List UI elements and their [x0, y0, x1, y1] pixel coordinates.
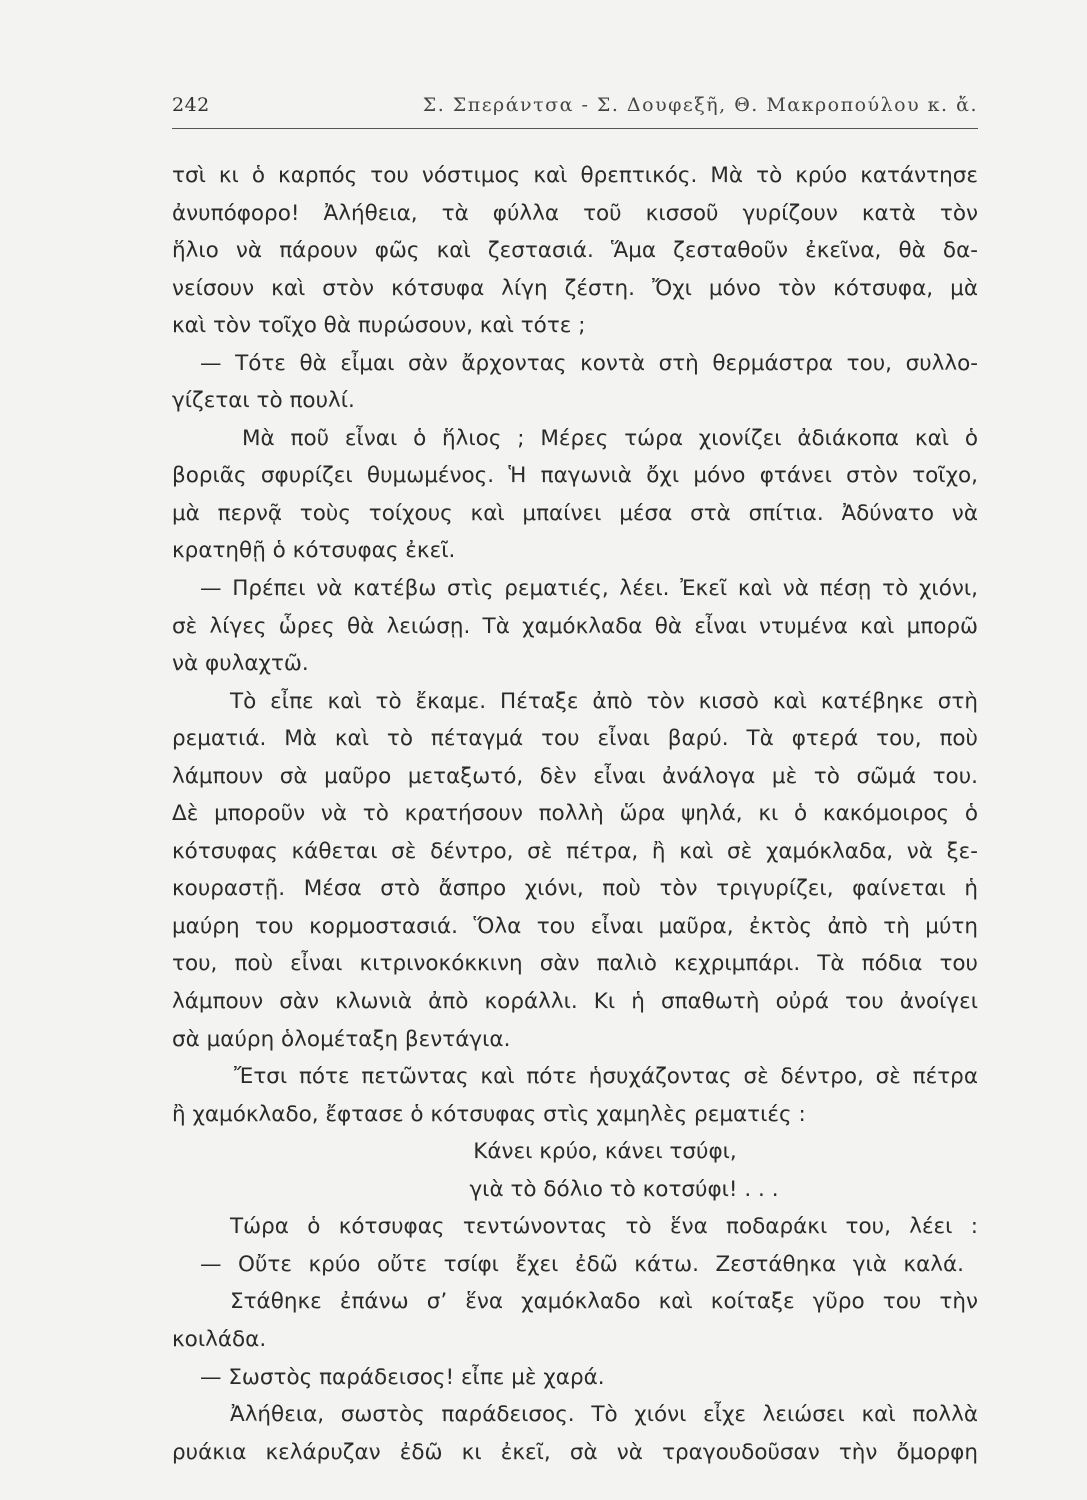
text-line: Μὰ ποῦ εἶναι ὁ ἥλιος ; Μέρες τώρα χιονίζει ἀδιάκοπα καὶ ὁ [242, 425, 978, 451]
text-line: — Πρέπει νὰ κατέβω στὶς ρεματιές, λέει. Ἐκεῖ καὶ νὰ πέσῃ τὸ χιόνι, [200, 576, 978, 602]
verse-line: γιὰ τὸ δόλιο τὸ κοτσύφι! . . . [469, 1176, 779, 1202]
text-line: νείσουν καὶ στὸν κότσυφα λίγη ζέστη. Ὄχι μόνο τὸν κότσυφα, μὰ [172, 275, 978, 301]
text-line: καὶ τὸν τοῖχο θὰ πυρώσουν, καὶ τότε ; [172, 313, 586, 339]
text-line: σὲ λίγες ὧρες θὰ λειώσῃ. Τὰ χαμόκλαδα θὰ εἶναι ντυμένα καὶ μπορῶ [172, 613, 978, 639]
text-line: ἢ χαμόκλαδο, ἔφτασε ὁ κότσυφας στὶς χαμηλὲς ρεματιές : [172, 1101, 806, 1127]
text-line: — Οὔτε κρύο οὔτε τσίφι ἔχει ἐδῶ κάτω. Ζεστάθηκα γιὰ καλά. [200, 1251, 964, 1277]
text-line: κρατηθῇ ὁ κότσυφας ἐκεῖ. [172, 538, 456, 564]
text-line: ἀνυπόφορο! Ἀλήθεια, τὰ φύλλα τοῦ κισσοῦ γυρίζουν κατὰ τὸν [172, 200, 978, 226]
text-line: Τώρα ὁ κότσυφας τεντώνοντας τὸ ἕνα ποδαράκι του, λέει : [230, 1214, 978, 1240]
text-line: τσὶ κι ὁ καρπός του νόστιμος καὶ θρεπτικός. Μὰ τὸ κρύο κατάντησε [172, 163, 978, 188]
text-line: ρεματιά. Μὰ καὶ τὸ πέταγμά του εἶναι βαρύ. Τὰ φτερά του, ποὺ [172, 726, 978, 752]
text-line: κουραστῇ. Μέσα στὸ ἄσπρο χιόνι, ποὺ τὸν τριγυρίζει, φαίνεται ἡ [172, 876, 978, 902]
text-line: Δὲ μποροῦν νὰ τὸ κρατήσουν πολλὴ ὥρα ψηλά, κι ὁ κακόμοιρος ὁ [172, 801, 978, 827]
text-line: του, ποὺ εἶναι κιτρινοκόκκινη σὰν παλιὸ κεχριμπάρι. Τὰ πόδια του [172, 951, 978, 977]
text-line: μαύρη του κορμοστασιά. Ὅλα του εἶναι μαῦρα, ἐκτὸς ἀπὸ τὴ μύτη [172, 913, 978, 939]
page-header [172, 88, 978, 129]
text-line: — Σωστὸς παράδεισος! εἶπε μὲ χαρά. [200, 1364, 605, 1390]
text-line: νὰ φυλαχτῶ. [172, 651, 309, 677]
text-line: κοιλάδα. [172, 1326, 267, 1352]
text-line: λάμπουν σὰν κλωνιὰ ἀπὸ κοράλλι. Κι ἡ σπαθωτὴ οὐρά του ἀνοίγει [172, 989, 978, 1015]
text-line: — Τότε θὰ εἶμαι σὰν ἄρχοντας κοντὰ στὴ θερμάστρα του, συλλο- [200, 350, 978, 376]
text-line: ρυάκια κελάρυζαν ἐδῶ κι ἐκεῖ, σὰ νὰ τραγουδοῦσαν τὴν ὄμορφη [172, 1439, 978, 1465]
text-line: λάμπουν σὰ μαῦρο μεταξωτό, δὲν εἶναι ἀνάλογα μὲ τὸ σῶμά του. [172, 763, 978, 789]
text-line: βοριᾶς σφυρίζει θυμωμένος. Ἡ παγωνιὰ ὄχι μόνο φτάνει στὸν τοῖχο, [172, 463, 978, 489]
text-line: μὰ περνᾷ τοὺς τοίχους καὶ μπαίνει μέσα στὰ σπίτια. Ἀδύνατο νὰ [172, 500, 978, 526]
text-line: Στάθηκε ἐπάνω σ’ ἕνα χαμόκλαδο καὶ κοίταξε γῦρο του τὴν [230, 1289, 978, 1315]
text-line: Ἔτσι πότε πετῶντας καὶ πότε ἡσυχάζοντας σὲ δέντρο, σὲ πέτρα [234, 1064, 978, 1090]
text-line: Ἀλήθεια, σωστὸς παράδεισος. Τὸ χιόνι εἶχε λειώσει καὶ πολλὰ [230, 1402, 978, 1428]
text-line: σὰ μαύρη ὁλομέταξη βεντάγια. [172, 1026, 511, 1052]
body-text [172, 157, 978, 1471]
verse-line: Κάνει κρύο, κάνει τσύφι, [473, 1139, 737, 1165]
text-line: Τὸ εἶπε καὶ τὸ ἔκαμε. Πέταξε ἀπὸ τὸν κισσὸ καὶ κατέβηκε στὴ [230, 688, 978, 714]
text-line: κότσυφας κάθεται σὲ δέντρο, σὲ πέτρα, ἢ καὶ σὲ χαμόκλαδα, νὰ ξε- [172, 838, 978, 864]
text-line: γίζεται τὸ πουλί. [172, 388, 355, 414]
text-line: ἥλιο νὰ πάρουν φῶς καὶ ζεστασιά. Ἅμα ζεσταθοῦν ἐκεῖνα, θὰ δα- [172, 238, 978, 264]
page-number: 242 [172, 94, 210, 116]
running-head: Σ. Σπεράντσα - Σ. Δουφεξῆ, Θ. Μακροπούλου κ. ἄ. [422, 94, 978, 116]
